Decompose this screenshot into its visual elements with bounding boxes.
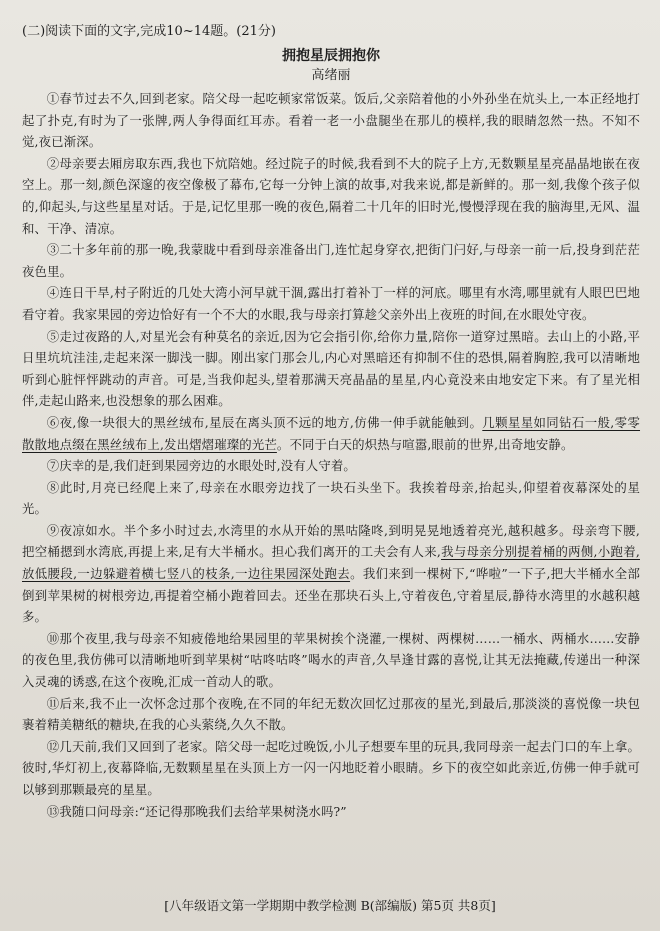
paragraph [22,693,640,736]
paragraph-text: ⑪后来,我不止一次怀念过那个夜晚,在不同的年纪无数次回忆过那夜的星光,到最后,那淡淡的喜悦像一块包裹着精美糖纸的糖块,在我的心头萦绕,久久不散。 [22,695,640,733]
paragraph [22,88,640,153]
underlined-sentence: 几颗星星如同钻石一般,零零散散地点缀在黑丝绒布上,发出熠熠璀璨的光芒 [22,414,641,452]
paragraph-text: ⑥夜,像一块很大的黑丝绒布,星辰在离头顶不远的地方,仿佛一伸手就能触到。 [46,414,483,430]
paragraph [22,326,640,412]
paragraph-text: ⑨夜凉如水。半个多小时过去,水湾里的水从开始的黑咕隆咚,到明晃晃地透着亮光,越积越多。母亲弯下腰,把空桶摁到水湾底,再提上来,足有大半桶水。担心我们离开的工夫会有人来, [22,522,640,560]
paragraph [22,455,640,477]
section-heading: (二)阅读下面的文字,完成10~14题。(21分) [22,24,276,39]
article-title: 拥抱星辰拥抱你 [282,48,380,64]
paragraph-text: ⑦庆幸的是,我们赶到果园旁边的水眼处时,没有人守着。 [46,458,356,474]
paragraph [22,282,640,325]
paragraph-text: 。不同于白天的炽热与喧嚣,眼前的世界,出奇地安静。 [276,436,574,452]
paragraph-text: ②母亲要去厢房取东西,我也下炕陪她。经过院子的时候,我看到不大的院子上方,无数颗星星亮晶晶地嵌在夜空上。那一刻,颜色深邃的夜空像极了幕布,它每一分钟上演的故事,对我来说,都是新鲜的。那一刻,我像个孩子似的,仰起头,与这些星星对话。于是,记忆里那一晚的夜色,隔着二十几年的旧时光,慢慢浮现在我的脑海里,无风、温和、干净、清凉。 [22,155,640,236]
paragraph-text: ⑤走过夜路的人,对星光会有种莫名的亲近,因为它会指引你,给你力量,陪你一道穿过黑暗。去山上的小路,平日里坑坑洼洼,走起来深一脚浅一脚。刚出家门那会儿,内心对黑暗还有抑制不住的恐惧,隔着胸腔,我可以清晰地听到心脏怦怦跳动的声音。可是,当我仰起头,望着那满天亮晶晶的星星,内心竟没来由地安定下来。有了星光相伴,走起山路来,也没想象的那么困难。 [22,328,640,409]
paragraph [22,153,640,239]
paragraph-text: ④连日干旱,村子附近的几处大湾小河早就干涸,露出打着补丁一样的河底。哪里有水湾,哪里就有人眼巴巴地看守着。我家果园的旁边恰好有一个不大的水眼,我与母亲打算趁父亲外出上夜班的时间,在水眼处守夜。 [22,285,640,322]
paragraph-text: ①春节过去不久,回到老家。陪父母一起吃顿家常饭菜。饭后,父亲陪着他的小外孙坐在炕头上,一本正经地打起了扑克,有时为了一张牌,两人争得面红耳赤。看着一老一小盘腿坐在那儿的模样,我的眼睛忽然一热。不知不觉,夜已渐深。 [22,91,640,150]
paragraph [22,412,640,455]
article-author: 高绪丽 [311,68,351,83]
paragraph [22,801,640,823]
paragraph-text: 。我们来到一棵树下,“哗啦”一下子,把大半桶水全部倒到苹果树的树根旁边,再提着空桶小跑着回去。还坐在那块石头上,守着夜色,守着星辰,静待水湾里的水越积越多。 [22,566,640,625]
paragraph-text: ③二十多年前的那一晚,我蒙眬中看到母亲准备出门,连忙起身穿衣,把街门闩好,与母亲一前一后,投身到茫茫夜色里。 [22,242,640,279]
underlined-sentence: 我与母亲分别提着桶的两侧,小跑着,放低腰段,一边躲避着横七竖八的枝条,一边往果园深处跑去 [22,544,640,582]
paragraph-text: ⑩那个夜里,我与母亲不知疲倦地给果园里的苹果树挨个浇灌,一棵树、两棵树……一桶水、两桶水……安静的夜色里,我仿佛可以清晰地听到苹果树“咕咚咕咚”喝水的声音,久旱逢甘露的喜悦,让其无法掩藏,传递出一种深入灵魂的诱惑,在这个夜晚,汇成一首动人的歌。 [22,630,640,690]
paragraph [22,239,640,282]
page-footer: [八年级语文第一学期期中教学检测 B(部编版) 第5页 共8页] [164,898,496,913]
paragraph [22,736,640,801]
paragraph [22,628,640,693]
paragraph-text: ⑬我随口问母亲:“还记得那晚我们去给苹果树浇水吗?” [46,803,347,819]
article-body [22,88,640,822]
paragraph-text: ⑧此时,月亮已经爬上来了,母亲在水眼旁边找了一块石头坐下。我挨着母亲,抬起头,仰望着夜幕深处的星光。 [22,479,640,517]
paragraph [22,520,640,628]
paragraph-text: ⑫几天前,我们又回到了老家。陪父母一起吃过晚饭,小儿子想要车里的玩具,我同母亲一起去门口的车上拿。彼时,华灯初上,夜幕降临,无数颗星星在头顶上方一闪一闪地眨着小眼睛。乡下的夜空如此亲近,仿佛一伸手就可以够到那颗最亮的星星。 [22,738,640,797]
paragraph [22,477,640,520]
